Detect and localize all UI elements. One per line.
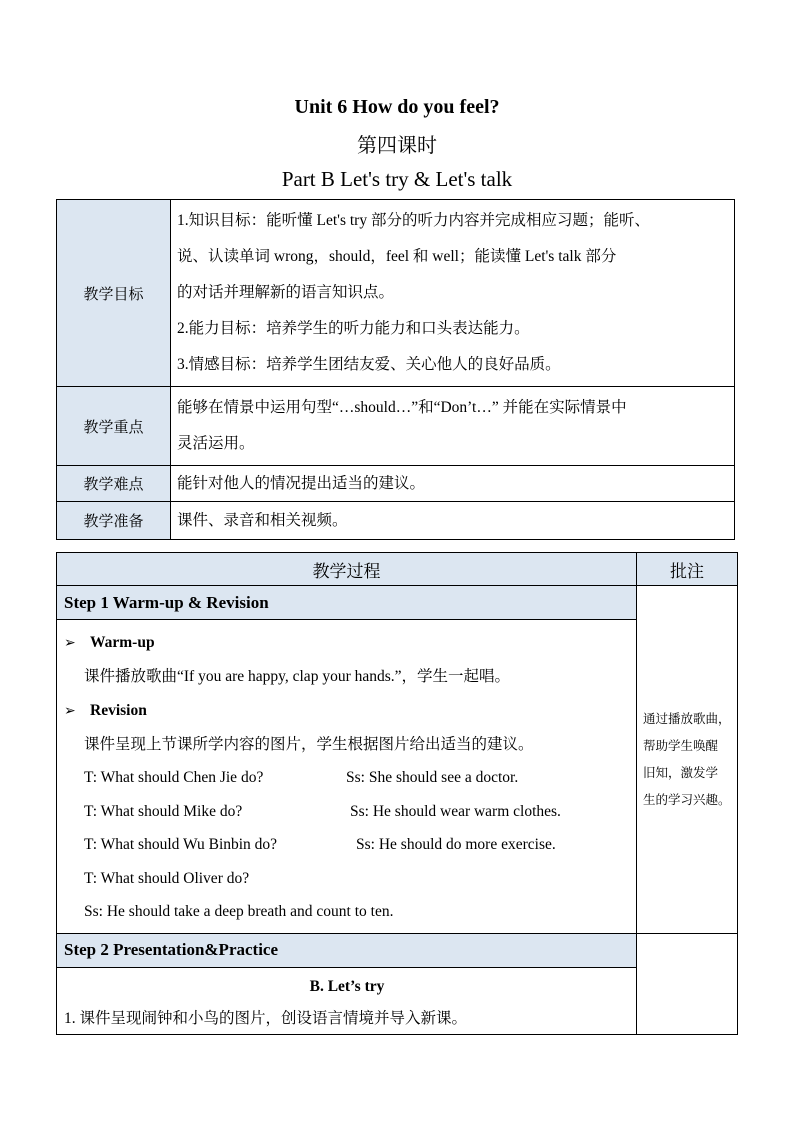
step1-title-row <box>57 586 738 620</box>
lesson-number: 第四课时 <box>357 133 437 157</box>
difficulty-row <box>57 466 735 502</box>
revision-text: 课件呈现上节课所学内容的图片，学生根据图片给出适当的建议。 <box>84 735 534 753</box>
revision-heading <box>64 694 630 728</box>
text-line: 1.知识目标：能听懂 Let's try 部分的听力内容并完成相应习题；能听、 <box>177 212 650 229</box>
step1-note <box>637 586 738 934</box>
dialog-line: Ss: He should take a deep breath and count to ten. <box>84 903 394 920</box>
student-answer: Ss: He should wear warm clothes. <box>350 802 561 820</box>
row-content <box>171 466 735 502</box>
dialog-line <box>64 828 630 862</box>
step2-item-1: 1. 课件呈现闹钟和小鸟的图片，创设语言情境并导入新课。 <box>64 1009 468 1027</box>
teacher-question: T: What should Chen Jie do? <box>84 769 264 786</box>
preparation-row <box>57 502 735 540</box>
row-label: 教学难点 <box>57 466 171 502</box>
teacher-question: T: What should Wu Binbin do? <box>84 836 278 853</box>
text-line: 3.情感目标：培养学生团结友爱、关心他人的良好品质。 <box>177 356 561 373</box>
row-content <box>171 502 735 540</box>
text-line: 灵活运用。 <box>177 435 255 452</box>
lets-try-heading: B. Let’s try <box>309 977 385 995</box>
row-label: 教学准备 <box>57 502 171 540</box>
text-line: 能够在情景中运用句型“…should…”和“Don’t…” 并能在实际情景中 <box>177 399 627 416</box>
step2-title-row <box>57 933 738 967</box>
text-line: 课件、录音和相关视频。 <box>177 511 348 529</box>
row-label: 教学重点 <box>57 387 171 466</box>
note-line: 生的学习兴趣。 <box>643 792 731 808</box>
step2-body <box>57 967 637 1034</box>
note-line: 通过播放歌曲， <box>643 711 731 727</box>
teacher-question: T: What should Mike do? <box>84 802 243 820</box>
objectives-table <box>56 199 735 540</box>
warmup-heading <box>64 626 630 660</box>
process-header: 教学过程 <box>57 553 637 586</box>
dialog-line <box>64 795 630 829</box>
student-answer: Ss: He should do more exercise. <box>356 836 556 853</box>
text-line: 说、认读单词 wrong，should，feel 和 well；能读懂 Let's talk 部分 <box>177 248 617 265</box>
note-line: 旧知，激发学 <box>643 765 719 781</box>
revision-label: Revision <box>90 701 147 719</box>
focus-row <box>57 387 735 466</box>
row-content <box>171 387 735 466</box>
process-header-row <box>57 553 738 586</box>
dialog-line <box>64 862 630 896</box>
student-answer: Ss: She should see a doctor. <box>346 769 519 786</box>
step2-body-row <box>57 967 738 1034</box>
row-label: 教学目标 <box>57 200 171 387</box>
note-line: 帮助学生唤醒 <box>643 738 719 754</box>
step1-body-row <box>57 620 738 934</box>
note-header: 批注 <box>637 553 738 586</box>
step1-body <box>57 620 637 934</box>
unit-title: Unit 6 How do you feel? <box>294 96 500 118</box>
warmup-label: Warm-up <box>90 634 155 651</box>
text-line: 能针对他人的情况提出适当的建议。 <box>177 474 426 492</box>
step2-title: Step 2 Presentation&Practice <box>57 933 637 967</box>
warmup-text: 课件播放歌曲“If you are happy, clap your hands.”，学生一起唱。 <box>84 668 511 685</box>
dialog-line <box>64 761 630 795</box>
row-content <box>171 200 735 387</box>
arrow-bullet-icon: ➢ <box>64 702 76 719</box>
step1-title: Step 1 Warm-up & Revision <box>57 586 637 620</box>
text-line: 的对话并理解新的语言知识点。 <box>177 284 395 301</box>
arrow-bullet-icon: ➢ <box>64 635 76 651</box>
part-title: Part B Let's try & Let's talk <box>281 167 513 191</box>
teacher-question: T: What should Oliver do? <box>84 869 250 887</box>
objectives-row <box>57 200 735 387</box>
text-line: 2.能力目标：培养学生的听力能力和口头表达能力。 <box>177 320 530 337</box>
step2-note <box>637 933 738 1034</box>
process-table <box>56 552 738 1035</box>
